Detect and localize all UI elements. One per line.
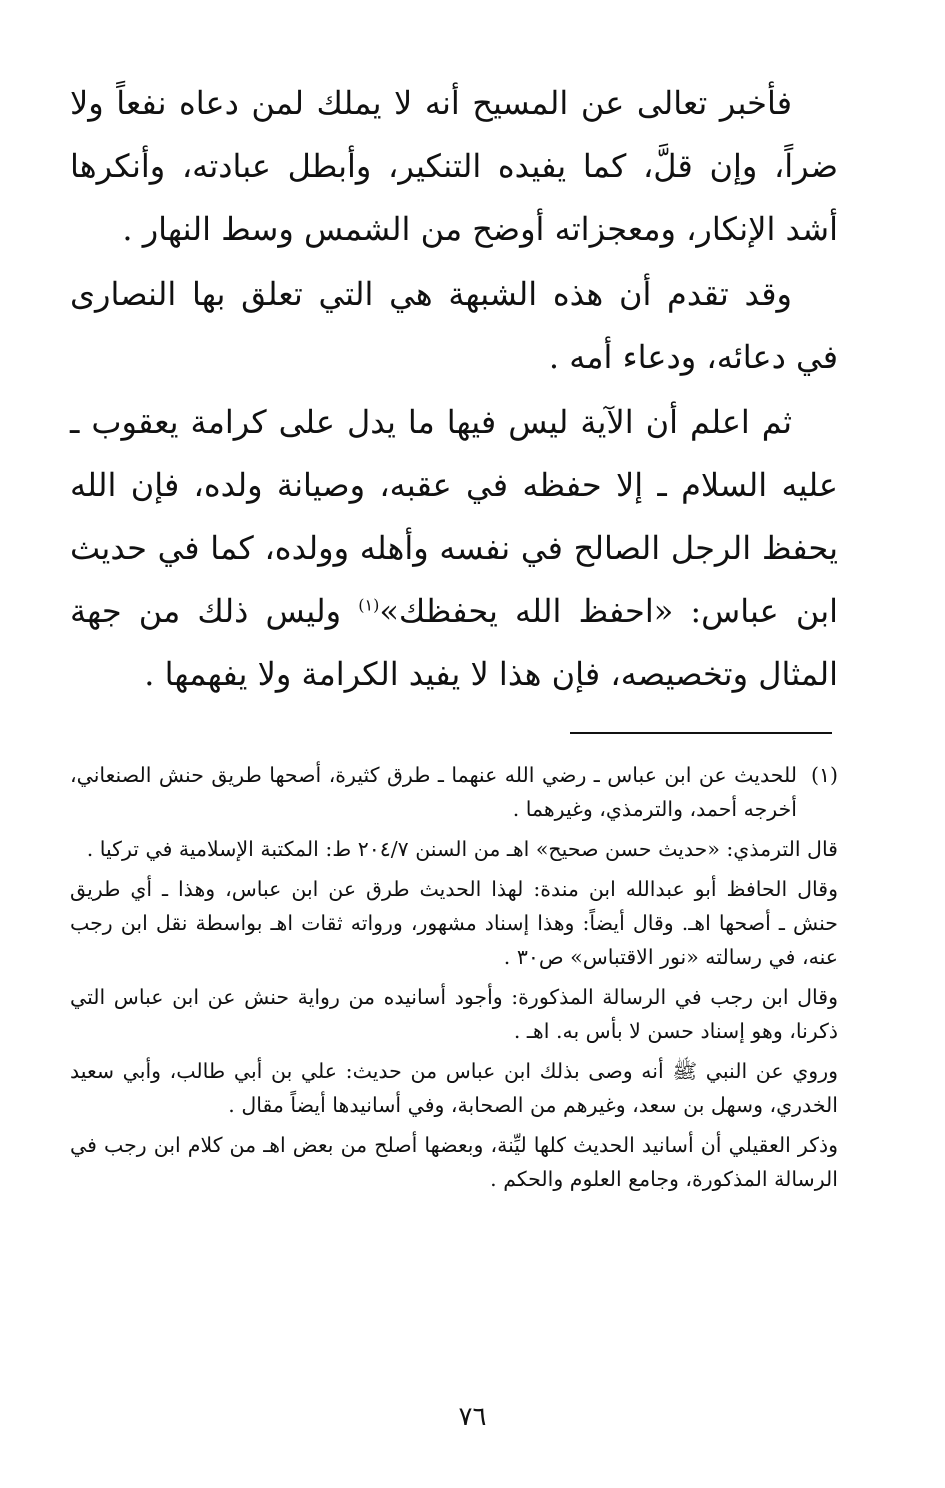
paragraph-3-text-start: ثم اعلم أن الآية ليس فيها ما يدل على كرامة يعقوب ـ عليه السلام ـ إلا حفظه في عقبه، وصيانة ولده، فإن الله يحفظ الرجل الصالح في نفسه وأهله وولده، كما في حديث ابن عباس: «احفظ الله يحفظك» [70, 403, 838, 630]
page-number: ٧٦ [458, 1402, 487, 1432]
footnote-paragraph: قال الترمذي: «حديث حسن صحيح» اهـ من السنن ٢٠٤/٧ ط: المكتبة الإسلامية في تركيا . [86, 837, 838, 861]
footnote-paragraph: وذكر العقيلي أن أسانيد الحديث كلها ليِّنة، وبعضها أصلح من بعض اهـ من كلام ابن رجب في الرسالة المذكورة، وجامع العلوم والحكم . [70, 1133, 838, 1191]
footnote-1 [70, 758, 838, 826]
footnote-paragraph: وقال الحافظ أبو عبدالله ابن مندة: لهذا الحديث طرق عن ابن عباس، وهذا ـ أي طريق حنش ـ أصحها اهـ. وقال أيضاً: وهذا إسناد مشهور، ورواته ثقات اهـ بواسطة نقل ابن رجب عنه، في رسالته «نور الاقتباس» ص٣٠ . [70, 877, 838, 969]
footnote-number: (١) [810, 763, 838, 787]
footnote-reference: (١) [358, 595, 380, 615]
paragraph-3-text-end: وليس ذلك من جهة المثال وتخصيصه، فإن هذا لا يفيد الكرامة ولا يفهمها . [70, 592, 838, 693]
paragraph-2: وقد تقدم أن هذه الشبهة هي التي تعلق بها النصارى في دعائه، ودعاء أمه . [70, 275, 838, 376]
main-text [70, 72, 838, 708]
footnote-paragraph: وروي عن النبي ﷺ أنه وصى بذلك ابن عباس من حديث: علي بن أبي طالب، وأبي سعيد الخدري، وسهل بن سعد، وغيرهم من الصحابة، وفي أسانيدها أيضاً مقال . [70, 1059, 838, 1117]
paragraph-3 [70, 391, 838, 706]
footnote-first-text: للحديث عن ابن عباس ـ رضي الله عنهما ـ طرق كثيرة، أصحها طريق حنش الصنعاني، أخرجه أحمد، والترمذي، وغيرهما . [70, 763, 797, 821]
footnote-paragraph: وقال ابن رجب في الرسالة المذكورة: وأجود أسانيده من رواية حنش عن ابن عباس التي ذكرنا، وهو إسناد حسن لا بأس به. اهـ . [70, 985, 838, 1043]
footnotes [70, 758, 838, 1202]
paragraph-1: فأخبر تعالى عن المسيح أنه لا يملك لمن دعاه نفعاً ولا ضراً، وإن قلَّ، كما يفيده التنكير، وأبطل عبادته، وأنكرها أشد الإنكار، ومعجزاته أوضح من الشمس وسط النهار . [70, 84, 838, 248]
footnote-separator [570, 732, 832, 734]
